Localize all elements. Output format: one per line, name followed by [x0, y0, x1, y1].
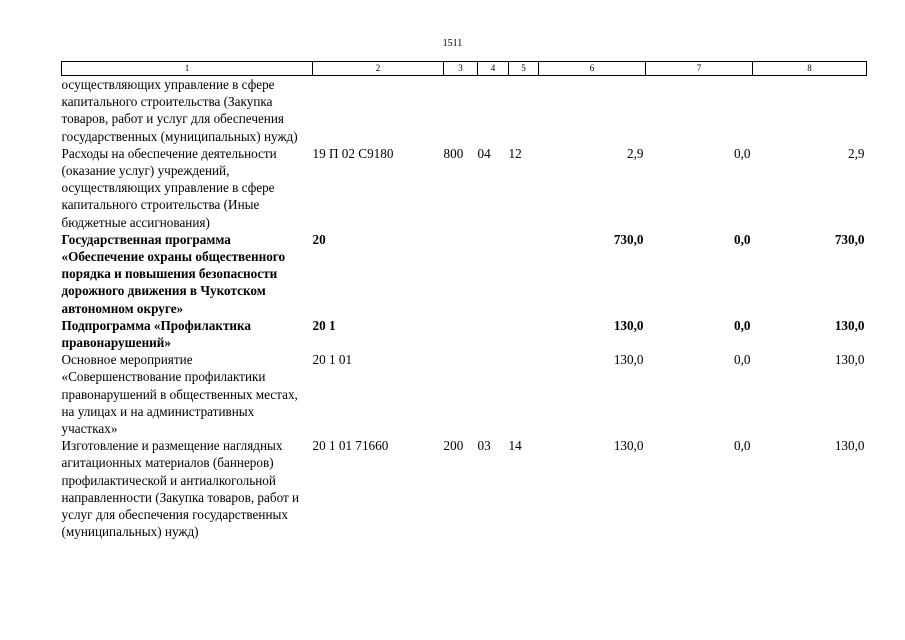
- row-subsection: [509, 351, 539, 437]
- row-amount-col8: 130,0: [834, 352, 865, 368]
- table-row: [62, 351, 867, 437]
- row-expense-type: [444, 351, 478, 437]
- row-expense-type: [444, 317, 478, 351]
- table-row: [62, 317, 867, 351]
- row-amount-col6: 2,9: [627, 145, 644, 161]
- row-amount-col8: 130,0: [834, 438, 865, 454]
- table-row: [62, 437, 867, 540]
- row-name: Изготовление и размещение наглядных агитационных материалов (баннеров) профилактической и антиалкогольной направленности (Закупка товаров, работ и услуг для обеспечения государственных (муниципальных) нужд): [61, 438, 300, 540]
- column-number: 3: [444, 62, 478, 76]
- column-number: 5: [509, 62, 539, 76]
- row-code: 20 1 01 71660: [312, 438, 389, 454]
- row-section: [478, 317, 509, 351]
- row-amount-col6: 730,0: [613, 231, 644, 247]
- row-amount-col6: 130,0: [613, 317, 644, 333]
- table-row: [62, 145, 867, 231]
- row-subsection: 14: [508, 438, 522, 454]
- row-amount-col7: 0,0: [734, 145, 751, 161]
- row-amount-col8: 2,9: [848, 145, 865, 161]
- row-subsection: 12: [508, 145, 522, 161]
- row-section: 04: [477, 145, 491, 161]
- row-subsection: [509, 76, 539, 145]
- row-expense-type: 800: [443, 145, 464, 161]
- row-amount-col8: 130,0: [834, 317, 865, 333]
- row-code: [313, 76, 444, 145]
- row-code: 20 1: [312, 317, 336, 333]
- column-number: 2: [313, 62, 444, 76]
- row-subsection: [509, 317, 539, 351]
- row-expense-type: [444, 76, 478, 145]
- row-name: Основное мероприятие «Совершенствование профилактики правонарушений в общественных местах, на улицах и на административных участках»: [61, 352, 298, 437]
- row-amount-col7: 0,0: [734, 317, 751, 333]
- row-name: осуществляющих управление в сфере капитального строительства (Закупка товаров, работ и услуг для обеспечения государственных (муниципальных) нужд): [61, 77, 298, 144]
- row-amount-col7: 0,0: [734, 352, 751, 368]
- row-expense-type: 200: [443, 438, 464, 454]
- page-number: 1511: [442, 38, 463, 49]
- row-section: [478, 76, 509, 145]
- column-number: 1: [62, 62, 313, 76]
- row-amount-col8: [753, 76, 867, 145]
- column-number: 7: [646, 62, 753, 76]
- row-code: 20 1 01: [312, 352, 353, 368]
- row-section: [478, 231, 509, 317]
- row-expense-type: [444, 231, 478, 317]
- row-name: Подпрограмма «Профилактика правонарушений»: [61, 317, 252, 351]
- row-amount-col7: 0,0: [734, 438, 751, 454]
- row-amount-col7: [646, 76, 753, 145]
- column-number-row: [62, 62, 867, 76]
- row-name: Государственная программа «Обеспечение охраны общественного порядка и повышения безопасности дорожного движения в Чукотском автономном округе»: [61, 231, 286, 316]
- row-amount-col6: [539, 76, 646, 145]
- table-row: [62, 76, 867, 145]
- row-code: 19 П 02 С9180: [312, 145, 394, 161]
- column-number: 4: [478, 62, 509, 76]
- column-number: 6: [539, 62, 646, 76]
- row-amount-col6: 130,0: [613, 352, 644, 368]
- table-row: [62, 231, 867, 317]
- row-amount-col6: 130,0: [613, 438, 644, 454]
- row-section: [478, 351, 509, 437]
- row-name: Расходы на обеспечение деятельности (оказание услуг) учреждений, осуществляющих управление в сфере капитального строительства (Иные бюджетные ассигнования): [61, 145, 277, 230]
- row-subsection: [509, 231, 539, 317]
- budget-table: [61, 61, 867, 540]
- column-number: 8: [753, 62, 867, 76]
- row-amount-col7: 0,0: [734, 231, 751, 247]
- row-code: 20: [312, 231, 326, 247]
- row-section: 03: [477, 438, 491, 454]
- row-amount-col8: 730,0: [834, 231, 865, 247]
